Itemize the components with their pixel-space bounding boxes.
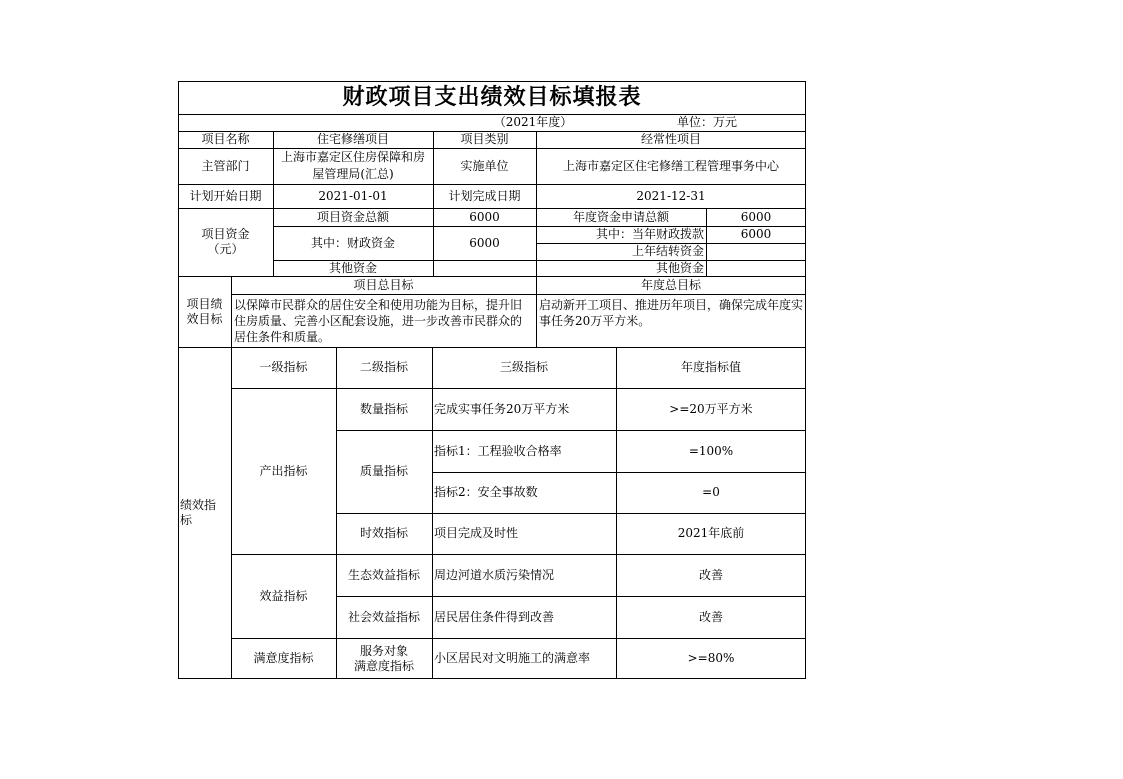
other-funds-label: 其他资金 [328, 260, 377, 275]
header-level3: 三级指标 [499, 360, 548, 374]
project-type-label: 项目类别 [460, 132, 509, 146]
dept-label: 主管部门 [201, 158, 250, 173]
border-left [178, 81, 179, 679]
level1-benefit: 效益指标 [259, 588, 308, 603]
perf-indicator-label-line2: 标 [180, 513, 193, 527]
end-date-label: 计划完成日期 [448, 188, 521, 203]
performance-target-form [178, 81, 806, 679]
header-annual-value: 年度指标值 [680, 360, 741, 374]
level2-service-line1: 服务对象 [359, 643, 408, 658]
rule-h [178, 347, 806, 348]
level2-quantity: 数量指标 [359, 401, 408, 416]
carryover-label: 上年结转资金 [631, 244, 704, 258]
rule-v [273, 131, 274, 276]
level3-row-4: 项目完成及时性 [434, 526, 519, 540]
rule-h [273, 260, 806, 261]
header-level1: 一级指标 [259, 360, 308, 374]
rule-v [336, 347, 337, 679]
level3-row-1: 完成实事任务20万平方米 [434, 401, 570, 416]
form-title: 财政项目支出绩效目标填报表 [342, 84, 642, 110]
funds-label-line2: （元） [207, 242, 244, 256]
value-row-3: =0 [702, 485, 720, 499]
rule-h [273, 226, 806, 227]
project-type-value: 经常性项目 [640, 132, 701, 146]
year-label: （2021年度） [493, 115, 573, 129]
level3-row-6: 居民居住条件得到改善 [434, 609, 555, 624]
rule-h [536, 243, 806, 244]
level2-social: 社会效益指标 [347, 609, 420, 624]
funds-label-line1: 项目资金 [201, 227, 250, 241]
rule-v [536, 131, 537, 347]
goal-label [178, 276, 231, 347]
start-date-value: 2021-01-01 [318, 188, 388, 203]
dept-value: 上海市嘉定区住房保障和房屋管理局(汇总) [280, 150, 425, 181]
rule-h [178, 114, 806, 115]
overall-goal-text: 以保障市民群众的居住安全和使用功能为目标，提升旧住房质量、完善小区配套设施，进一步改善市民群众的居住条件和质量。 [234, 298, 523, 344]
rule-h [231, 294, 806, 295]
header-level2: 二级指标 [359, 360, 408, 374]
level3-row-3: 指标2：安全事故数 [434, 485, 538, 499]
level1-satisfaction: 满意度指标 [253, 651, 314, 665]
overall-goal-header: 项目总目标 [353, 277, 414, 292]
level3-row-7: 小区居民对文明施工的满意率 [434, 651, 591, 665]
perf-indicator-label [178, 347, 231, 679]
level1-output: 产出指标 [259, 463, 308, 478]
fiscal-funds-value: 6000 [469, 235, 500, 250]
rule-h [336, 430, 806, 431]
value-row-6: 改善 [698, 609, 723, 624]
level3-row-2: 指标1：工程验收合格率 [434, 443, 562, 458]
rule-v [616, 347, 617, 679]
value-row-2: =100% [688, 443, 734, 458]
value-row-7: >=80% [687, 651, 735, 665]
total-funds-value: 6000 [469, 209, 500, 224]
annual-goal-header: 年度总目标 [640, 277, 701, 292]
start-date-label: 计划开始日期 [189, 188, 262, 203]
border-top [178, 81, 806, 82]
rule-h [231, 638, 806, 639]
level2-service [336, 638, 432, 679]
rule-h [231, 554, 806, 555]
rule-h [231, 388, 806, 389]
level2-quality: 质量指标 [359, 464, 408, 478]
goal-label-line2: 效目标 [186, 311, 223, 326]
annual-total-value: 6000 [740, 209, 772, 224]
rule-v [432, 347, 433, 679]
rule-v [706, 208, 707, 276]
rule-h [178, 276, 806, 277]
funds-label [178, 208, 273, 276]
level2-ecological: 生态效益指标 [347, 567, 420, 582]
rule-v [433, 131, 434, 276]
impl-unit-label: 实施单位 [460, 158, 509, 173]
annual-other-label: 其他资金 [655, 260, 704, 275]
rule-h [336, 596, 806, 597]
project-name-label: 项目名称 [201, 132, 250, 146]
rule-v [231, 276, 232, 679]
unit-label: 单位：万元 [676, 115, 737, 129]
perf-indicator-label-line1: 绩效指 [180, 498, 217, 512]
total-funds-label: 项目资金总额 [316, 209, 389, 224]
annual-goal-text: 启动新开工项目、推进历年项目，确保完成年度实事任务20万平方米。 [539, 298, 804, 328]
value-row-1: >=20万平方米 [669, 401, 753, 416]
rule-h [336, 513, 806, 514]
rule-h [432, 472, 806, 473]
annual-fiscal-label: 其中：当年财政拨款 [595, 227, 704, 241]
goal-label-line1: 项目绩 [186, 296, 223, 311]
value-row-5: 改善 [698, 567, 723, 582]
end-date-value: 2021-12-31 [636, 188, 706, 203]
border-right [805, 81, 806, 679]
level3-row-5: 周边河道水质污染情况 [434, 567, 555, 582]
annual-fiscal-value: 6000 [740, 227, 772, 241]
project-name-value: 住宅修缮项目 [316, 132, 389, 146]
level2-timeliness: 时效指标 [359, 526, 408, 540]
annual-total-label: 年度资金申请总额 [572, 209, 669, 224]
impl-unit-value: 上海市嘉定区住宅修缮工程管理事务中心 [562, 158, 779, 173]
fiscal-funds-label: 其中：财政资金 [310, 235, 395, 250]
value-row-4: 2021年底前 [677, 526, 745, 540]
level2-service-line2: 满意度指标 [353, 658, 414, 673]
border-bottom [178, 678, 806, 679]
